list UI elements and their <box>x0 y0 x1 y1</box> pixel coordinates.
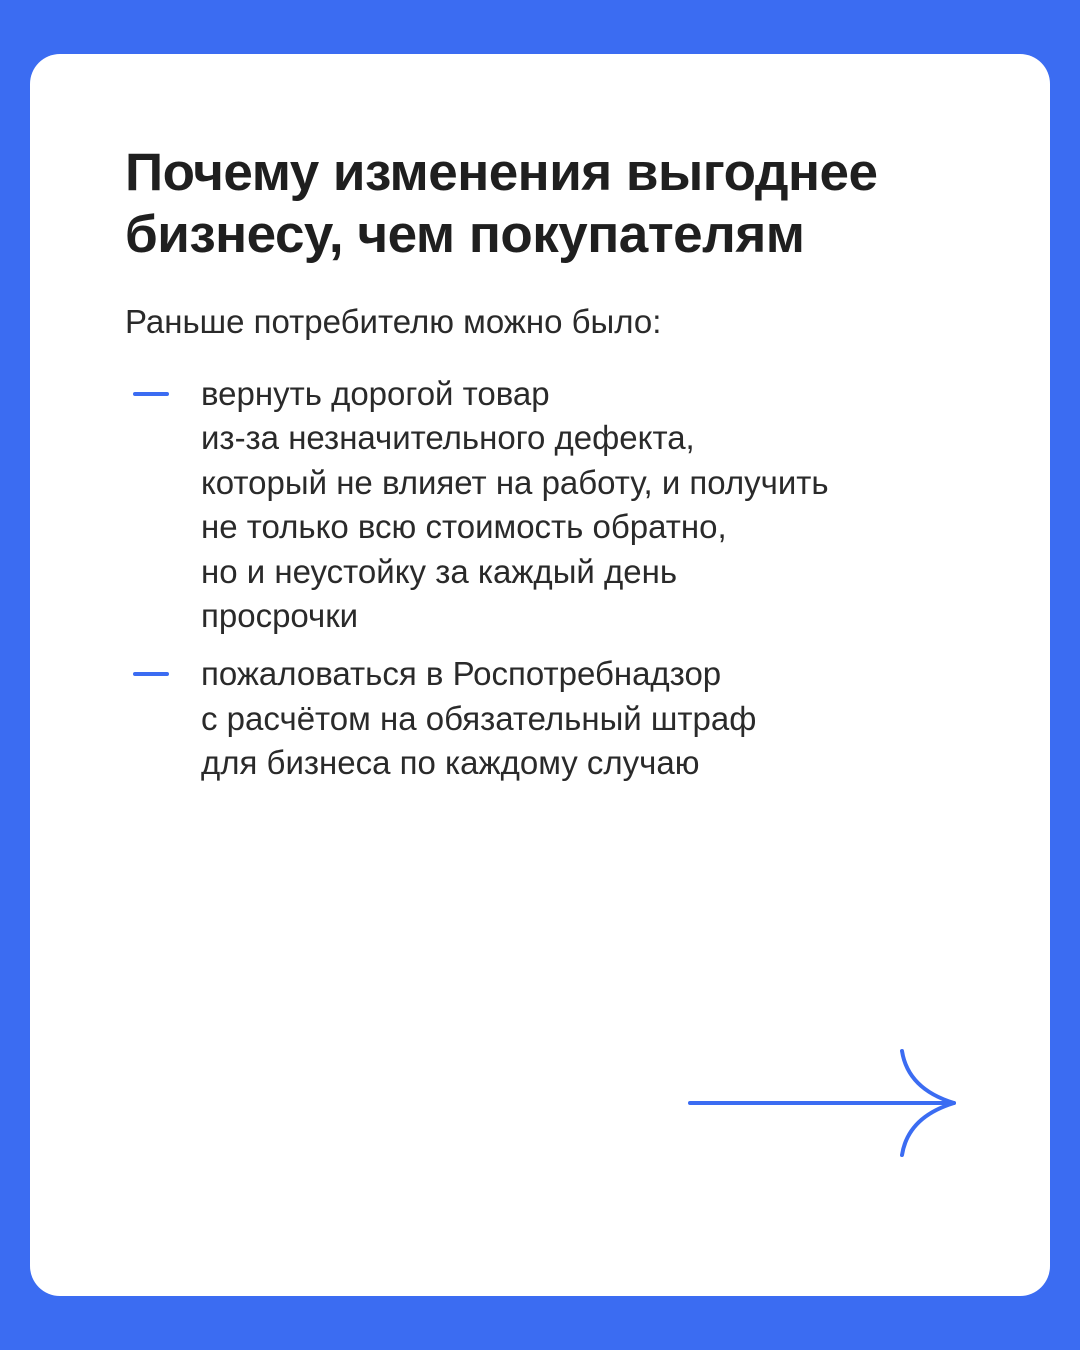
list-item-text: вернуть дорогой товар из-за незначительного дефекта, который не влияет на работу, и получить не только всю стоимость обратно, но и неустойку за каждый день просрочки <box>201 375 829 635</box>
bullet-list <box>125 372 985 800</box>
intro-text: Раньше потребителю можно было: <box>125 303 662 340</box>
list-item <box>125 372 985 638</box>
dash-bullet-icon <box>133 392 169 396</box>
slide-title: Почему изменения выгоднее бизнесу, чем покупателям <box>125 143 878 264</box>
list-item <box>125 652 985 785</box>
arrow-right-icon[interactable] <box>688 1047 960 1163</box>
content-card <box>30 54 1050 1296</box>
dash-bullet-icon <box>133 672 169 676</box>
list-item-text: пожаловаться в Роспотребнадзор с расчётом на обязательный штраф для бизнеса по каждому случаю <box>201 655 757 782</box>
